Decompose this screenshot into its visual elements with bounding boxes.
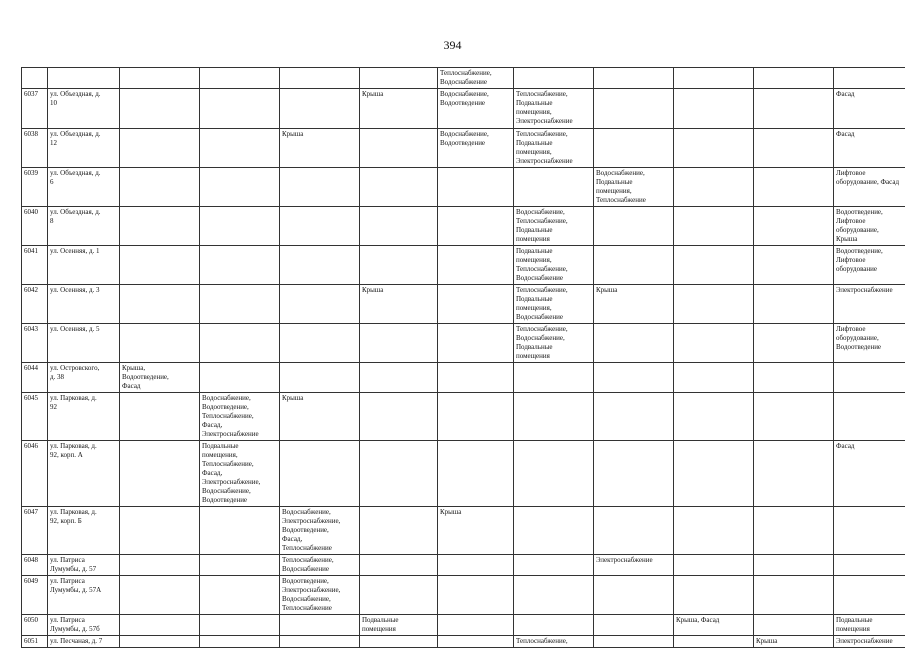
work-type-cell: Водоснабжение, Подвальные помещения, Теплоснабжение (594, 168, 674, 207)
work-type-cell (280, 615, 360, 636)
table-row (22, 615, 905, 636)
work-type-cell: Электроснабжение (594, 555, 674, 576)
work-type-cell (438, 576, 514, 615)
work-type-cell (514, 68, 594, 89)
work-type-cell (594, 576, 674, 615)
table-row (22, 507, 905, 555)
work-type-cell (438, 441, 514, 507)
address-cell: ул. Патриса Лумумбы, д. 57б (48, 615, 120, 636)
work-type-cell (360, 507, 438, 555)
work-type-cell (280, 285, 360, 324)
work-type-cell (754, 89, 834, 129)
work-type-cell (754, 555, 834, 576)
work-type-cell (120, 441, 200, 507)
work-type-cell (120, 68, 200, 89)
work-type-cell (594, 441, 674, 507)
work-type-cell (280, 636, 360, 648)
work-type-cell (754, 129, 834, 168)
work-type-cell (594, 207, 674, 246)
work-type-cell (280, 207, 360, 246)
row-number-cell: 6039 (22, 168, 48, 207)
work-type-cell: Теплоснабжение, (514, 636, 594, 648)
work-type-cell (200, 324, 280, 363)
address-cell (48, 68, 120, 89)
work-type-cell (834, 555, 905, 576)
work-type-cell (360, 168, 438, 207)
row-number-cell: 6049 (22, 576, 48, 615)
work-type-cell (280, 68, 360, 89)
work-type-cell: Крыша, Водоотведение, Фасад (120, 363, 200, 393)
repair-schedule-table (21, 67, 905, 648)
work-type-cell: Фасад (834, 89, 905, 129)
work-type-cell (438, 246, 514, 285)
work-type-cell: Водоснабжение, Водоотведение, Теплоснабжение, Фасад, Электроснабжение (200, 393, 280, 441)
work-type-cell: Крыша (360, 285, 438, 324)
work-type-cell (754, 168, 834, 207)
row-number-cell: 6040 (22, 207, 48, 246)
work-type-cell (200, 636, 280, 648)
work-type-cell (674, 89, 754, 129)
work-type-cell (120, 615, 200, 636)
address-cell: ул. Объездная, д. 10 (48, 89, 120, 129)
row-number-cell: 6048 (22, 555, 48, 576)
work-type-cell (120, 393, 200, 441)
work-type-cell (200, 576, 280, 615)
work-type-cell (754, 615, 834, 636)
work-type-cell (674, 507, 754, 555)
page-number: 394 (0, 38, 905, 53)
table-row (22, 246, 905, 285)
work-type-cell: Подвальные помещения, Теплоснабжение, Фасад, Электроснабжение, Водоснабжение, Водоотведение (200, 441, 280, 507)
work-type-cell (514, 576, 594, 615)
work-type-cell (594, 89, 674, 129)
work-type-cell: Крыша (360, 89, 438, 129)
address-cell: ул. Парковая, д. 92, корп. А (48, 441, 120, 507)
work-type-cell (834, 363, 905, 393)
work-type-cell (674, 285, 754, 324)
address-cell: ул. Песчаная, д. 7 (48, 636, 120, 648)
work-type-cell (200, 129, 280, 168)
work-type-cell: Подвальные помещения (360, 615, 438, 636)
work-type-cell (438, 636, 514, 648)
address-cell: ул. Парковая, д. 92 (48, 393, 120, 441)
work-type-cell (754, 246, 834, 285)
work-type-cell: Лифтовое оборудование, Фасад (834, 168, 905, 207)
row-number-cell: 6041 (22, 246, 48, 285)
row-number-cell: 6044 (22, 363, 48, 393)
work-type-cell (438, 324, 514, 363)
work-type-cell (674, 576, 754, 615)
work-type-cell (754, 285, 834, 324)
work-type-cell (280, 441, 360, 507)
address-cell: ул. Островского, д. 38 (48, 363, 120, 393)
work-type-cell (360, 441, 438, 507)
work-type-cell (200, 615, 280, 636)
work-type-cell (360, 129, 438, 168)
work-type-cell (120, 89, 200, 129)
work-type-cell (834, 507, 905, 555)
table-row (22, 68, 905, 89)
work-type-cell (360, 555, 438, 576)
table-row (22, 636, 905, 648)
work-type-cell (594, 615, 674, 636)
address-cell: ул. Патриса Лумумбы, д. 57 (48, 555, 120, 576)
work-type-cell (200, 246, 280, 285)
work-type-cell (754, 507, 834, 555)
address-cell: ул. Осенняя, д. 1 (48, 246, 120, 285)
work-type-cell (120, 507, 200, 555)
work-type-cell (120, 129, 200, 168)
work-type-cell: Теплоснабжение, Водоснабжение (280, 555, 360, 576)
work-type-cell (674, 393, 754, 441)
address-cell: ул. Патриса Лумумбы, д. 57А (48, 576, 120, 615)
work-type-cell (754, 393, 834, 441)
work-type-cell: Крыша (280, 129, 360, 168)
row-number-cell (22, 68, 48, 89)
work-type-cell: Водоснабжение, Теплоснабжение, Подвальные помещения (514, 207, 594, 246)
work-type-cell (438, 555, 514, 576)
work-type-cell: Водоснабжение, Водоотведение (438, 89, 514, 129)
work-type-cell (594, 393, 674, 441)
work-type-cell (674, 246, 754, 285)
work-type-cell: Лифтовое оборудование, Водоотведение (834, 324, 905, 363)
work-type-cell (674, 363, 754, 393)
work-type-cell: Водоснабжение, Водоотведение (438, 129, 514, 168)
work-type-cell (438, 393, 514, 441)
work-type-cell (200, 555, 280, 576)
row-number-cell: 6043 (22, 324, 48, 363)
work-type-cell (280, 363, 360, 393)
work-type-cell (674, 441, 754, 507)
work-type-cell (360, 576, 438, 615)
work-type-cell (834, 68, 905, 89)
work-type-cell (200, 285, 280, 324)
work-type-cell (514, 555, 594, 576)
work-type-cell (754, 324, 834, 363)
work-type-cell (200, 507, 280, 555)
work-type-cell (594, 68, 674, 89)
work-type-cell (754, 576, 834, 615)
work-type-cell (120, 285, 200, 324)
work-type-cell: Водоотведение, Лифтовое оборудование, Крыша (834, 207, 905, 246)
work-type-cell (754, 441, 834, 507)
work-type-cell (754, 207, 834, 246)
work-type-cell (200, 207, 280, 246)
work-type-cell (360, 363, 438, 393)
work-type-cell (514, 168, 594, 207)
work-type-cell (120, 168, 200, 207)
work-type-cell (438, 285, 514, 324)
work-type-cell (360, 636, 438, 648)
work-type-cell: Крыша (754, 636, 834, 648)
work-type-cell (514, 507, 594, 555)
address-cell: ул. Объездная, д. 6 (48, 168, 120, 207)
work-type-cell (594, 363, 674, 393)
work-type-cell (120, 576, 200, 615)
work-type-cell: Водоснабжение, Электроснабжение, Водоотведение, Фасад, Теплоснабжение (280, 507, 360, 555)
work-type-cell: Водоотведение, Лифтовое оборудование (834, 246, 905, 285)
table-row (22, 576, 905, 615)
work-type-cell (280, 324, 360, 363)
work-type-cell (120, 555, 200, 576)
work-type-cell (360, 207, 438, 246)
work-type-cell (120, 636, 200, 648)
address-cell: ул. Осенняя, д. 3 (48, 285, 120, 324)
work-type-cell (438, 363, 514, 393)
row-number-cell: 6050 (22, 615, 48, 636)
work-type-cell (120, 207, 200, 246)
work-type-cell (280, 246, 360, 285)
address-cell: ул. Объездная, д. 8 (48, 207, 120, 246)
work-type-cell: Подвальные помещения (834, 615, 905, 636)
work-type-cell (514, 615, 594, 636)
work-type-cell: Подвальные помещения, Теплоснабжение, Водоснабжение (514, 246, 594, 285)
work-type-cell (674, 555, 754, 576)
address-cell: ул. Парковая, д. 92, корп. Б (48, 507, 120, 555)
work-type-cell (514, 363, 594, 393)
work-type-cell: Крыша (438, 507, 514, 555)
work-type-cell: Теплоснабжение, Подвальные помещения, Электроснабжение (514, 129, 594, 168)
work-type-cell (674, 68, 754, 89)
row-number-cell: 6045 (22, 393, 48, 441)
row-number-cell: 6051 (22, 636, 48, 648)
work-type-cell (514, 441, 594, 507)
table-row (22, 393, 905, 441)
address-cell: ул. Объездная, д. 12 (48, 129, 120, 168)
table-row (22, 285, 905, 324)
table-row (22, 129, 905, 168)
work-type-cell (360, 324, 438, 363)
work-type-cell (594, 324, 674, 363)
work-type-cell (674, 324, 754, 363)
work-type-cell (360, 393, 438, 441)
work-type-cell (674, 636, 754, 648)
work-type-cell (120, 324, 200, 363)
work-type-cell: Крыша, Фасад (674, 615, 754, 636)
work-type-cell (360, 68, 438, 89)
table-row (22, 207, 905, 246)
row-number-cell: 6046 (22, 441, 48, 507)
work-type-cell: Теплоснабжение, Водоснабжение, Подвальные помещения (514, 324, 594, 363)
work-type-cell: Электроснабжение (834, 285, 905, 324)
work-type-cell (594, 507, 674, 555)
work-type-cell (200, 168, 280, 207)
work-type-cell: Фасад (834, 441, 905, 507)
work-type-cell: Водоотведение, Электроснабжение, Водоснабжение, Теплоснабжение (280, 576, 360, 615)
work-type-cell (200, 363, 280, 393)
work-type-cell (280, 168, 360, 207)
work-type-cell (438, 168, 514, 207)
work-type-cell: Крыша (280, 393, 360, 441)
work-type-cell (594, 129, 674, 168)
table-row (22, 324, 905, 363)
work-type-cell (754, 68, 834, 89)
work-type-cell (834, 576, 905, 615)
work-type-cell: Электроснабжение (834, 636, 905, 648)
work-type-cell (120, 246, 200, 285)
work-type-cell (200, 89, 280, 129)
work-type-cell (514, 393, 594, 441)
work-type-cell (280, 89, 360, 129)
table-row (22, 441, 905, 507)
work-type-cell (438, 615, 514, 636)
work-type-cell (360, 246, 438, 285)
work-type-cell: Крыша (594, 285, 674, 324)
table-row (22, 168, 905, 207)
table-row (22, 363, 905, 393)
row-number-cell: 6042 (22, 285, 48, 324)
work-type-cell (674, 129, 754, 168)
work-type-cell (594, 246, 674, 285)
row-number-cell: 6037 (22, 89, 48, 129)
work-type-cell (674, 207, 754, 246)
work-type-cell (438, 207, 514, 246)
work-type-cell (834, 393, 905, 441)
work-type-cell (200, 68, 280, 89)
work-type-cell (754, 363, 834, 393)
address-cell: ул. Осенняя, д. 5 (48, 324, 120, 363)
work-type-cell: Теплоснабжение, Водоснабжение (438, 68, 514, 89)
work-type-cell (594, 636, 674, 648)
work-type-cell: Теплоснабжение, Подвальные помещения, Электроснабжение (514, 89, 594, 129)
work-type-cell (674, 168, 754, 207)
table-row (22, 555, 905, 576)
row-number-cell: 6047 (22, 507, 48, 555)
table-row (22, 89, 905, 129)
work-type-cell: Фасад (834, 129, 905, 168)
work-type-cell: Теплоснабжение, Подвальные помещения, Водоснабжение (514, 285, 594, 324)
row-number-cell: 6038 (22, 129, 48, 168)
